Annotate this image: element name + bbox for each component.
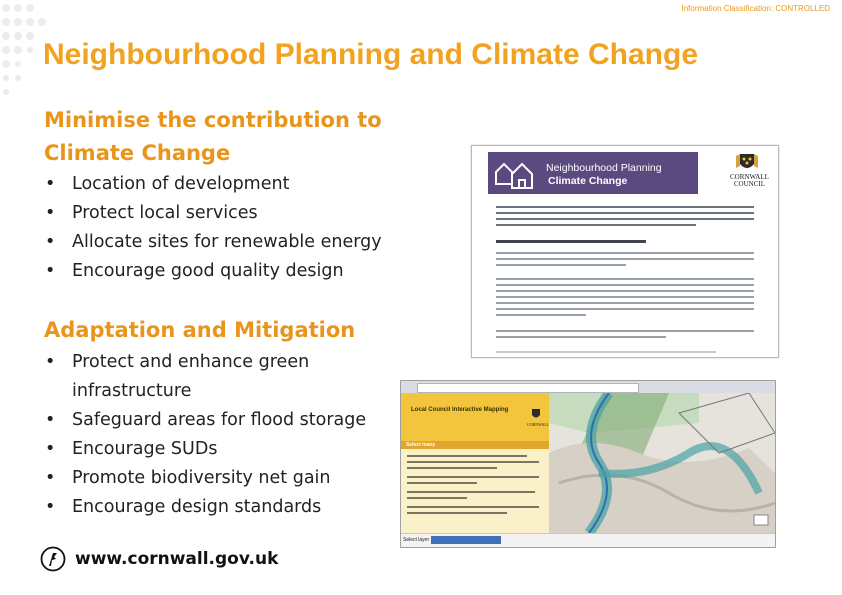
- document-text-line: [496, 314, 586, 316]
- map-canvas: [549, 393, 775, 533]
- layer-select-dropdown: [431, 536, 501, 544]
- map-side-panel: [401, 393, 549, 547]
- cornwall-chough-icon: [40, 546, 66, 572]
- bullet-item: • Promote biodiversity net gain: [44, 464, 416, 493]
- document-text-line: [496, 212, 754, 214]
- classification-label: Information Classification: CONTROLLED: [681, 4, 830, 13]
- bullet-list-adaptation: [44, 348, 416, 522]
- document-text-line: [496, 218, 754, 220]
- map-panel-header: [401, 393, 549, 441]
- document-text-line: [496, 258, 754, 260]
- bullet-item: • Allocate sites for renewable energy: [44, 228, 416, 257]
- map-panel-title: Local Council Interactive Mapping: [411, 407, 509, 413]
- panel-text-lines: [407, 455, 539, 518]
- document-text-line: [496, 252, 754, 254]
- bullet-item: • Protect local services: [44, 199, 416, 228]
- document-title-line2: Climate Change: [548, 175, 628, 187]
- document-text-line: [496, 351, 716, 353]
- bullet-item: • Safeguard areas for flood storage: [44, 406, 416, 435]
- document-title-line1: Neighbourhood Planning: [546, 162, 662, 174]
- select-many-header: [401, 441, 549, 449]
- document-text-line: [496, 308, 754, 310]
- document-text-line: [496, 278, 754, 280]
- bullet-item: • Protect and enhance green infrastructure: [44, 348, 416, 406]
- document-subheading-line: [496, 240, 646, 243]
- bullet-list-minimise: [44, 170, 416, 286]
- bullet-item: • Encourage design standards: [44, 493, 416, 522]
- bullet-item: • Location of development: [44, 170, 416, 199]
- document-text-line: [496, 284, 754, 286]
- guidance-document-thumbnail: [471, 145, 779, 358]
- interactive-map-screenshot: [400, 380, 776, 548]
- document-text-line: [496, 264, 626, 266]
- browser-url-box: [417, 383, 639, 393]
- document-logo-line2: COUNCIL: [733, 180, 765, 188]
- footer: [40, 546, 278, 572]
- section-heading-minimise: Minimise the contribution to Climate Change: [44, 108, 382, 165]
- document-text-line: [496, 330, 754, 332]
- document-text-line: [496, 296, 754, 298]
- document-text-line: [496, 302, 754, 304]
- footer-website-link[interactable]: www.cornwall.gov.uk: [75, 549, 279, 569]
- select-many-title: Select many: [406, 442, 436, 448]
- bullet-item: • Encourage good quality design: [44, 257, 416, 286]
- section-heading-adaptation: Adaptation and Mitigation: [44, 318, 356, 342]
- document-header-banner: [488, 152, 698, 194]
- document-text-line: [496, 224, 696, 226]
- select-layer-label: Select layer: [403, 537, 430, 543]
- browser-address-bar: [401, 381, 775, 393]
- houses-icon: [492, 154, 542, 192]
- document-text-line: [496, 206, 754, 208]
- cornwall-crest-icon: [529, 407, 543, 421]
- document-logo-line1: CORNWALL: [730, 173, 769, 181]
- document-text-line: [496, 336, 666, 338]
- layer-selector-bar: [401, 533, 775, 548]
- bullet-item: • Encourage SUDs: [44, 435, 416, 464]
- page-title: Neighbourhood Planning and Climate Change: [43, 38, 699, 71]
- map-panel-logo-text: CORNWALL: [527, 422, 550, 427]
- document-text-line: [496, 290, 754, 292]
